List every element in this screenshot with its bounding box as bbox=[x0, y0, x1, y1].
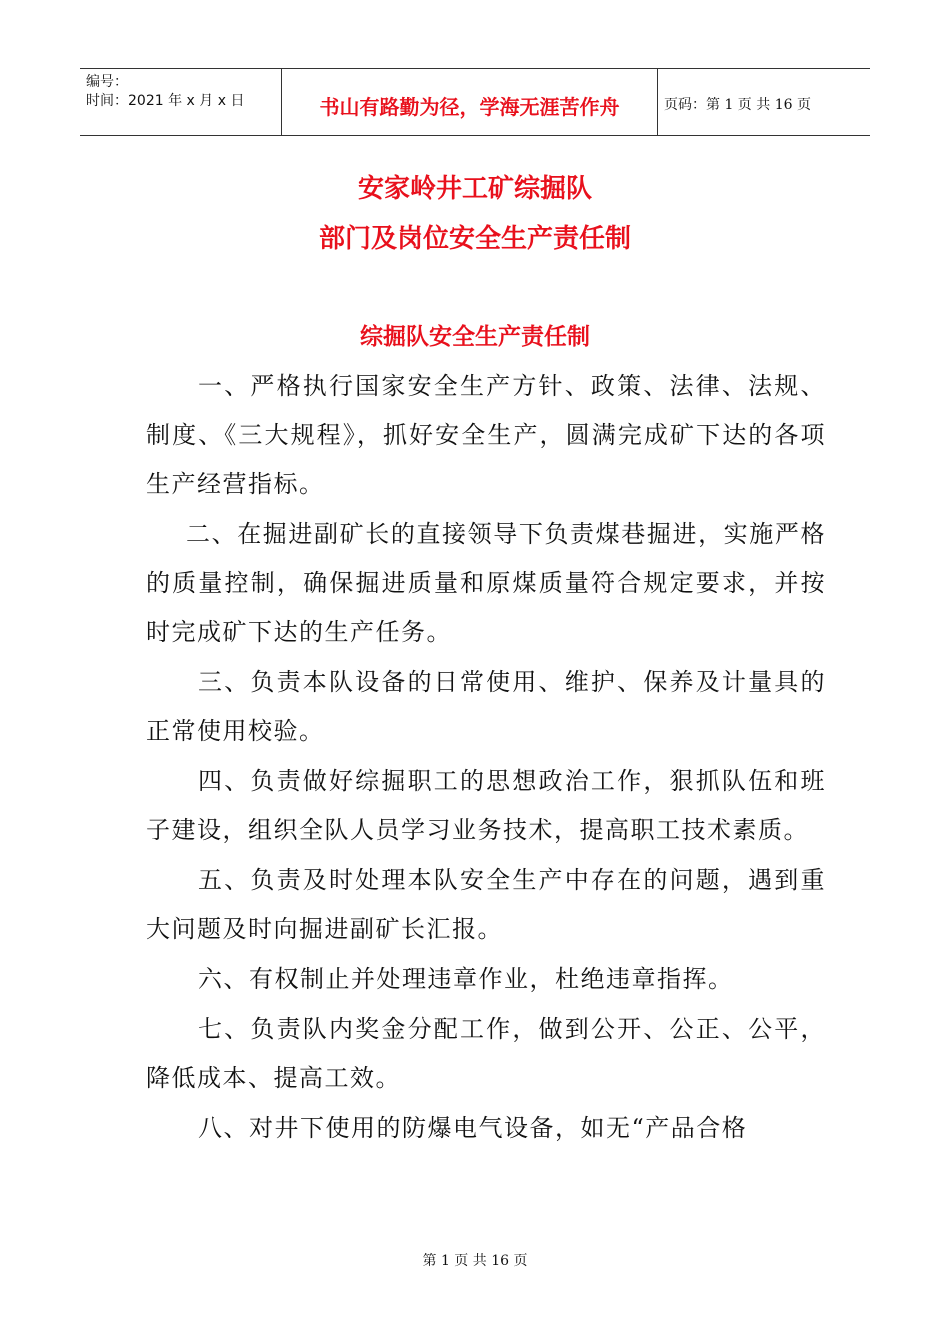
header-meta bbox=[80, 69, 282, 135]
section-title: 综掘队安全生产责任制 bbox=[360, 324, 590, 350]
document-date: 时间：2021 年 x 月 x 日 bbox=[86, 93, 245, 109]
paragraph-8: 八、对井下使用的防爆电气设备，如无“产品合格 bbox=[198, 1114, 748, 1142]
paragraph-6: 六、有权制止并处理违章作业，杜绝违章指挥。 bbox=[198, 965, 734, 993]
document-number-label: 编号： bbox=[86, 74, 128, 90]
header-page-info: 页码：第 1 页 共 16 页 bbox=[664, 97, 811, 113]
paragraph-3: 三、负责本队设备的日常使用、维护、保养及计量具的正常使用校验。 bbox=[146, 668, 826, 745]
paragraph-4: 四、负责做好综掘职工的思想政治工作，狠抓队伍和班子建设，组织全队人员学习业务技术，提高职工技术素质。 bbox=[146, 767, 826, 844]
header-motto: 书山有路勤为径，学海无涯苦作舟 bbox=[282, 69, 658, 135]
document-title-line-1: 安家岭井工矿综掘队 bbox=[357, 174, 592, 204]
paragraph-1: 一、严格执行国家安全生产方针、政策、法律、法规、制度、《三大规程》，抓好安全生产，圆满完成矿下达的各项生产经营指标。 bbox=[146, 372, 826, 498]
paragraph-2: 二、在掘进副矿长的直接领导下负责煤巷掘进，实施严格的质量控制，确保掘进质量和原煤质量符合规定要求，并按时完成矿下达的生产任务。 bbox=[146, 520, 826, 646]
document-title-line-2: 部门及岗位安全生产责任制 bbox=[318, 224, 631, 254]
paragraph-7: 七、负责队内奖金分配工作，做到公开、公正、公平，降低成本、提高工效。 bbox=[146, 1015, 826, 1092]
paragraph-5: 五、负责及时处理本队安全生产中存在的问题，遇到重大问题及时向掘进副矿长汇报。 bbox=[146, 866, 826, 943]
document-body bbox=[146, 362, 826, 1154]
document-header bbox=[80, 68, 870, 136]
page-footer: 第 1 页 共 16 页 bbox=[422, 1253, 528, 1269]
